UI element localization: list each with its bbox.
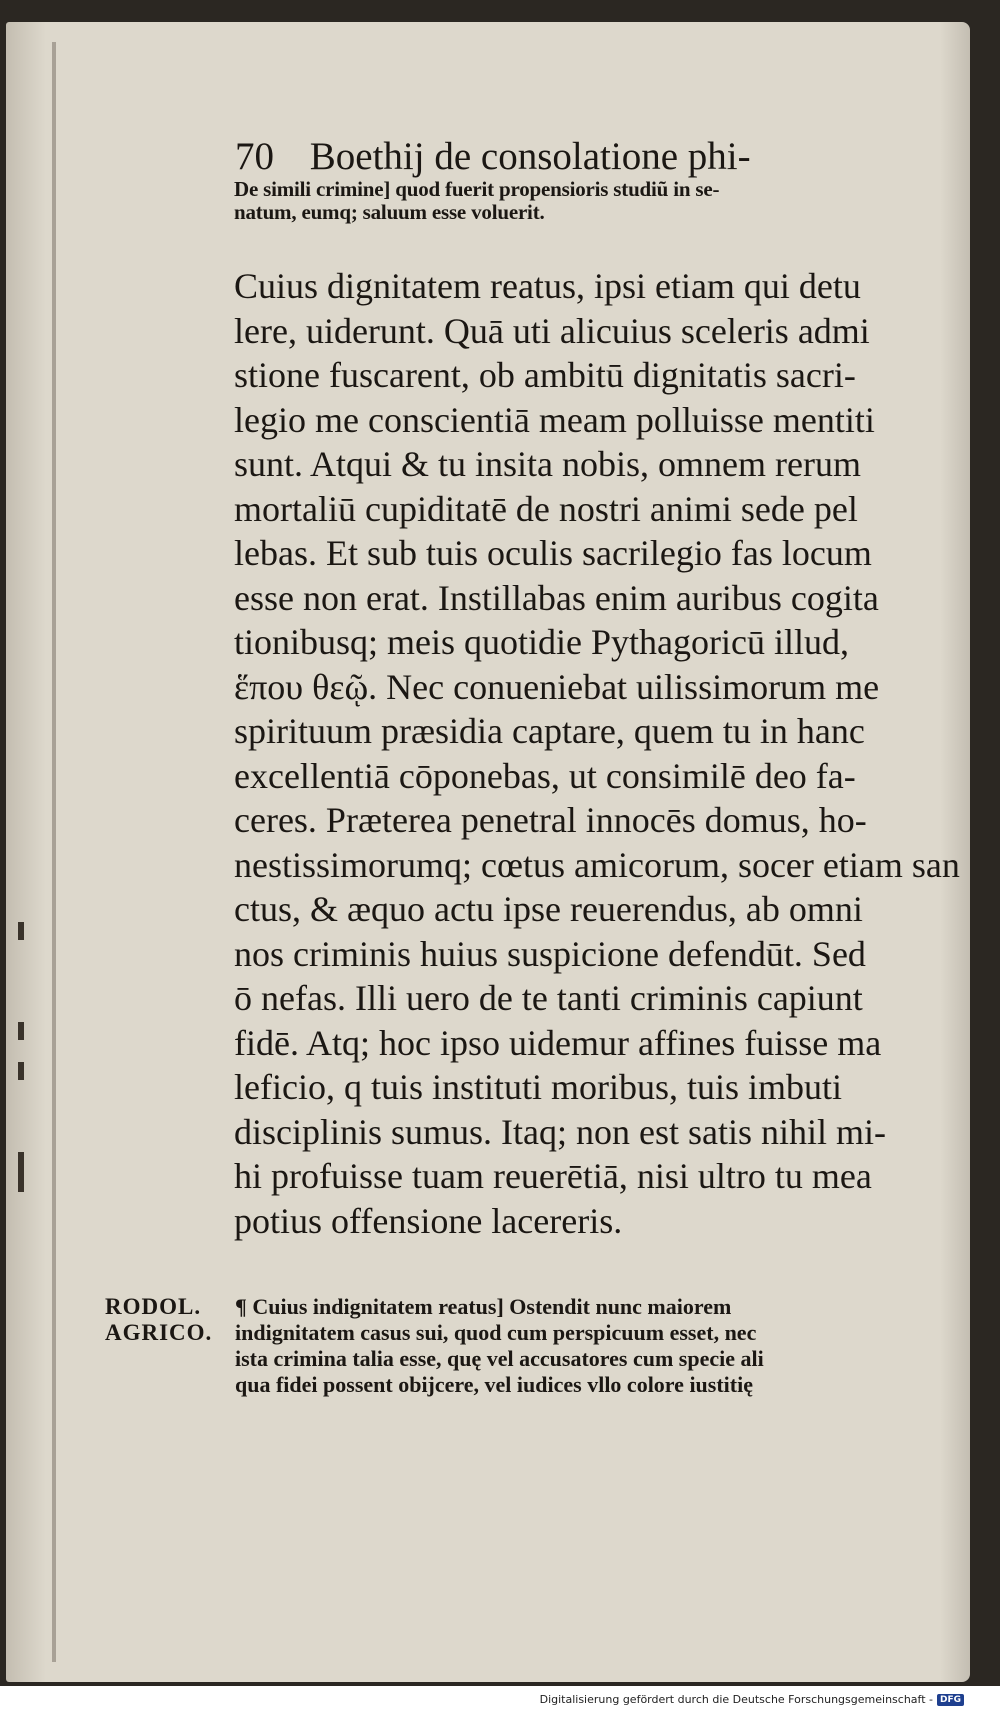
text-line: ἕπου θεῷ. Nec conueniebat uilissimorum me	[234, 666, 880, 707]
text-line: lere, uiderunt. Quā uti alicuius sceleris admi	[234, 310, 870, 351]
footer-credit-text: Digitalisierung gefördert durch die Deutsche Forschungsgemeinschaft -	[539, 1693, 933, 1706]
text-line: esse non erat. Instillabas enim auribus cogita	[234, 577, 879, 618]
running-header	[235, 135, 751, 179]
commentary-row	[105, 1320, 965, 1346]
commentator-siglum: RODOL.	[105, 1294, 202, 1319]
text-line: tionibusq; meis quotidie Pythagoricū illud,	[234, 622, 849, 662]
text-line: leficio, q tuis instituti moribus, tuis imbuti	[234, 1067, 843, 1107]
text-line: excellentiā cōponebas, ut consimilē deo fa-	[234, 755, 856, 796]
text-line: ō nefas. Illi uero de te tanti criminis capiunt	[234, 978, 863, 1018]
dfg-logo: DFG	[937, 1694, 964, 1706]
top-gloss-note	[234, 178, 954, 224]
commentary-row	[105, 1372, 965, 1398]
commentary-row	[105, 1346, 965, 1372]
text-line: ceres. Præterea penetral innocēs domus, ho-	[234, 800, 867, 840]
text-line: stione fuscarent, ob ambitū dignitatis sacri-	[234, 355, 856, 395]
text-line: potius offensione lacereris.	[234, 1200, 623, 1241]
commentary-row	[105, 1294, 965, 1320]
commentary-line: indignitatem casus sui, quod cum perspicuum esset, nec	[235, 1320, 757, 1345]
digitization-footer	[540, 1693, 964, 1706]
text-line: lebas. Et sub tuis oculis sacrilegio fas locum	[234, 533, 872, 573]
commentary-line: ista crimina talia esse, quę vel accusatores cum specie ali	[235, 1346, 764, 1371]
text-line: Cuius dignitatem reatus, ipsi etiam qui detu	[234, 266, 861, 306]
text-line: nestissimorumq; cœtus amicorum, socer etiam san	[234, 844, 960, 885]
commentary-line: ¶ Cuius indignitatem reatus] Ostendit nunc maiorem	[235, 1294, 732, 1319]
text-line: sunt. Atqui & tu insita nobis, omnem rerum	[234, 444, 861, 484]
commentator-siglum: AGRICO.	[105, 1320, 213, 1345]
text-line: fidē. Atq; hoc ipso uidemur affines fuisse ma	[234, 1022, 882, 1063]
text-line: disciplinis sumus. Itaq; non est satis nihil mi-	[234, 1111, 886, 1152]
page-number: 70	[235, 135, 274, 178]
commentary-block	[105, 1294, 965, 1398]
gloss-line: De simili crimine] quod fuerit propensioris studiũ in se-	[234, 177, 720, 201]
text-line: nos criminis huius suspicione defendūt. Sed	[234, 933, 866, 974]
edge-marks	[18, 922, 58, 1222]
text-line: legio me conscientiā meam polluisse mentiti	[234, 399, 875, 440]
text-line: ctus, & æquo actu ipse reuerendus, ab omni	[234, 889, 863, 929]
running-head-title: Boethij de consolatione phi-	[309, 135, 751, 178]
page-gutter-shadow	[52, 42, 56, 1662]
main-text-block	[234, 264, 964, 1243]
text-line: mortaliū cupiditatē de nostri animi sede pel	[234, 488, 858, 529]
text-line: spirituum præsidia captare, quem tu in hanc	[234, 711, 865, 751]
gloss-line: natum, eumq; saluum esse voluerit.	[234, 200, 545, 224]
text-line: hi profuisse tuam reuerētiā, nisi ultro tu mea	[234, 1156, 872, 1196]
commentary-line: qua fidei possent obijcere, vel iudices vllo colore iustitię	[235, 1372, 753, 1397]
